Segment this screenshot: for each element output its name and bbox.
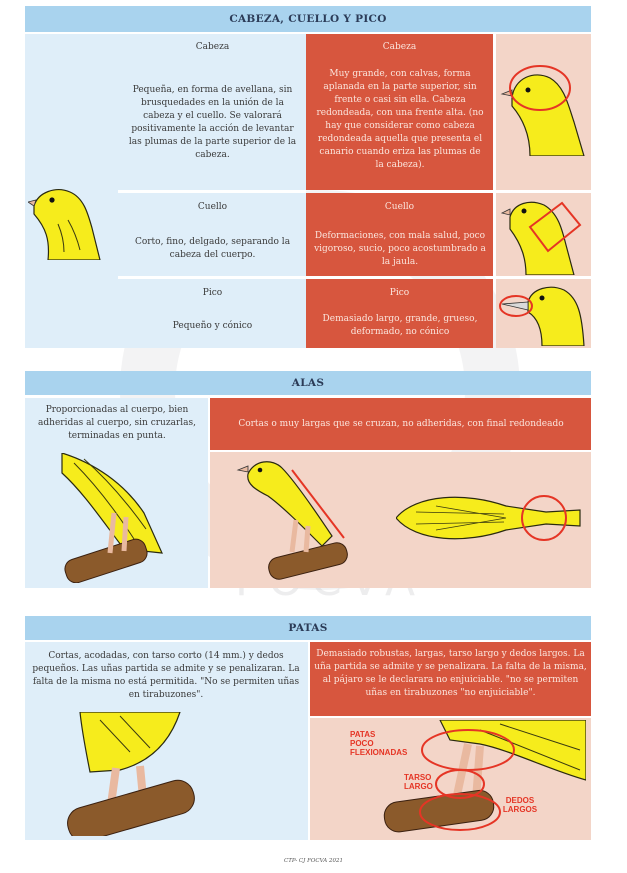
annotation-dedos-largos — [490, 796, 550, 814]
annotation-line: PATAS — [350, 730, 376, 739]
alas-bad-bird-image — [232, 456, 362, 580]
cabeza-bad-label: Cabeza — [382, 42, 417, 52]
section-title: CABEZA, CUELLO Y PICO — [229, 13, 387, 25]
annotation-patas-poco-flexionadas — [350, 730, 430, 757]
patas-good-bird-image — [60, 712, 240, 836]
pico-good-text: Pequeño y cónico — [172, 321, 253, 331]
annotation-line: FLEXIONADAS — [350, 748, 408, 757]
divider — [118, 276, 306, 279]
good-bird-head-image — [28, 180, 114, 260]
alas-good-text: Proporcionadas al cuerpo, bien adheridas al cuerpo, sin cruzarlas, terminadas en punta. — [38, 405, 196, 441]
cuello-bad-label: Cuello — [384, 202, 415, 212]
divider — [118, 190, 306, 193]
patas-good-text: Cortas, acodadas, con tarso corto (14 mm.) y dedos pequeños. Las uñas partida se admite y se penalizaran. La falta de la misma no está permitida. "No se permiten uñas en tirabuzones". — [32, 651, 300, 700]
annotation-line: DEDOS — [505, 796, 535, 805]
footer-credit: CTP- CJ FOCVA 2021 — [284, 858, 343, 864]
alas-bad-tail-image — [396, 488, 586, 548]
section-title: PATAS — [288, 622, 328, 634]
annotation-line: LARGOS — [502, 805, 538, 814]
annotation-line: POCO — [350, 739, 374, 748]
bad-neck-bird-image — [500, 195, 588, 275]
bad-beak-bird-image — [498, 282, 588, 346]
pico-bad-text: Demasiado largo, grande, grueso, deformado, no cónico — [322, 314, 478, 337]
pico-bad-label: Pico — [389, 288, 410, 298]
section-header-cabeza — [25, 6, 591, 32]
cuello-bad-text: Deformaciones, con mala salud, poco vigoroso, sucio, poco acostumbrado a la jaula. — [314, 231, 486, 267]
cuello-good-text: Corto, fino, delgado, separando la cabeza del cuerpo. — [134, 237, 291, 260]
section-header-alas — [25, 371, 591, 395]
alas-good-bird-image — [54, 453, 164, 583]
pico-good-label: Pico — [202, 288, 223, 298]
section-header-patas — [25, 616, 591, 640]
cabeza-good-label: Cabeza — [195, 42, 230, 52]
alas-bad-text: Cortas o muy largas que se cruzan, no adheridas, con final redondeado — [238, 419, 564, 429]
patas-bad-text: Demasiado robustas, largas, tarso largo y dedos largos. La uña partida se admite y se penalizara. La falta de la misma, al pájaro se le declarara no enjuiciable. "no se permiten uñas en tirabuzones "no enjuiciable". — [314, 649, 587, 698]
annotation-tarso-largo — [404, 773, 454, 791]
bad-head-bird-image — [500, 60, 588, 156]
cuello-good-label: Cuello — [197, 202, 228, 212]
section-title: ALAS — [291, 377, 325, 389]
cabeza-bad-text: Muy grande, con calvas, forma aplanada en la parte superior, sin frente o casi sin ella. Cabeza redondeada, con una frente alta. (no hay que considerar como cabeza redondeada aquella que presenta el canario cuando eriza las plumas de la cabeza). — [316, 69, 484, 170]
annotation-line: LARGO — [404, 782, 433, 791]
annotation-line: TARSO — [404, 773, 432, 782]
cabeza-good-text: Pequeña, en forma de avellana, sin brusquedades en la unión de la cabeza y el cuello. Se valorará positivamente la acción de levantar las plumas de la parte superior de la cabeza. — [128, 85, 297, 160]
